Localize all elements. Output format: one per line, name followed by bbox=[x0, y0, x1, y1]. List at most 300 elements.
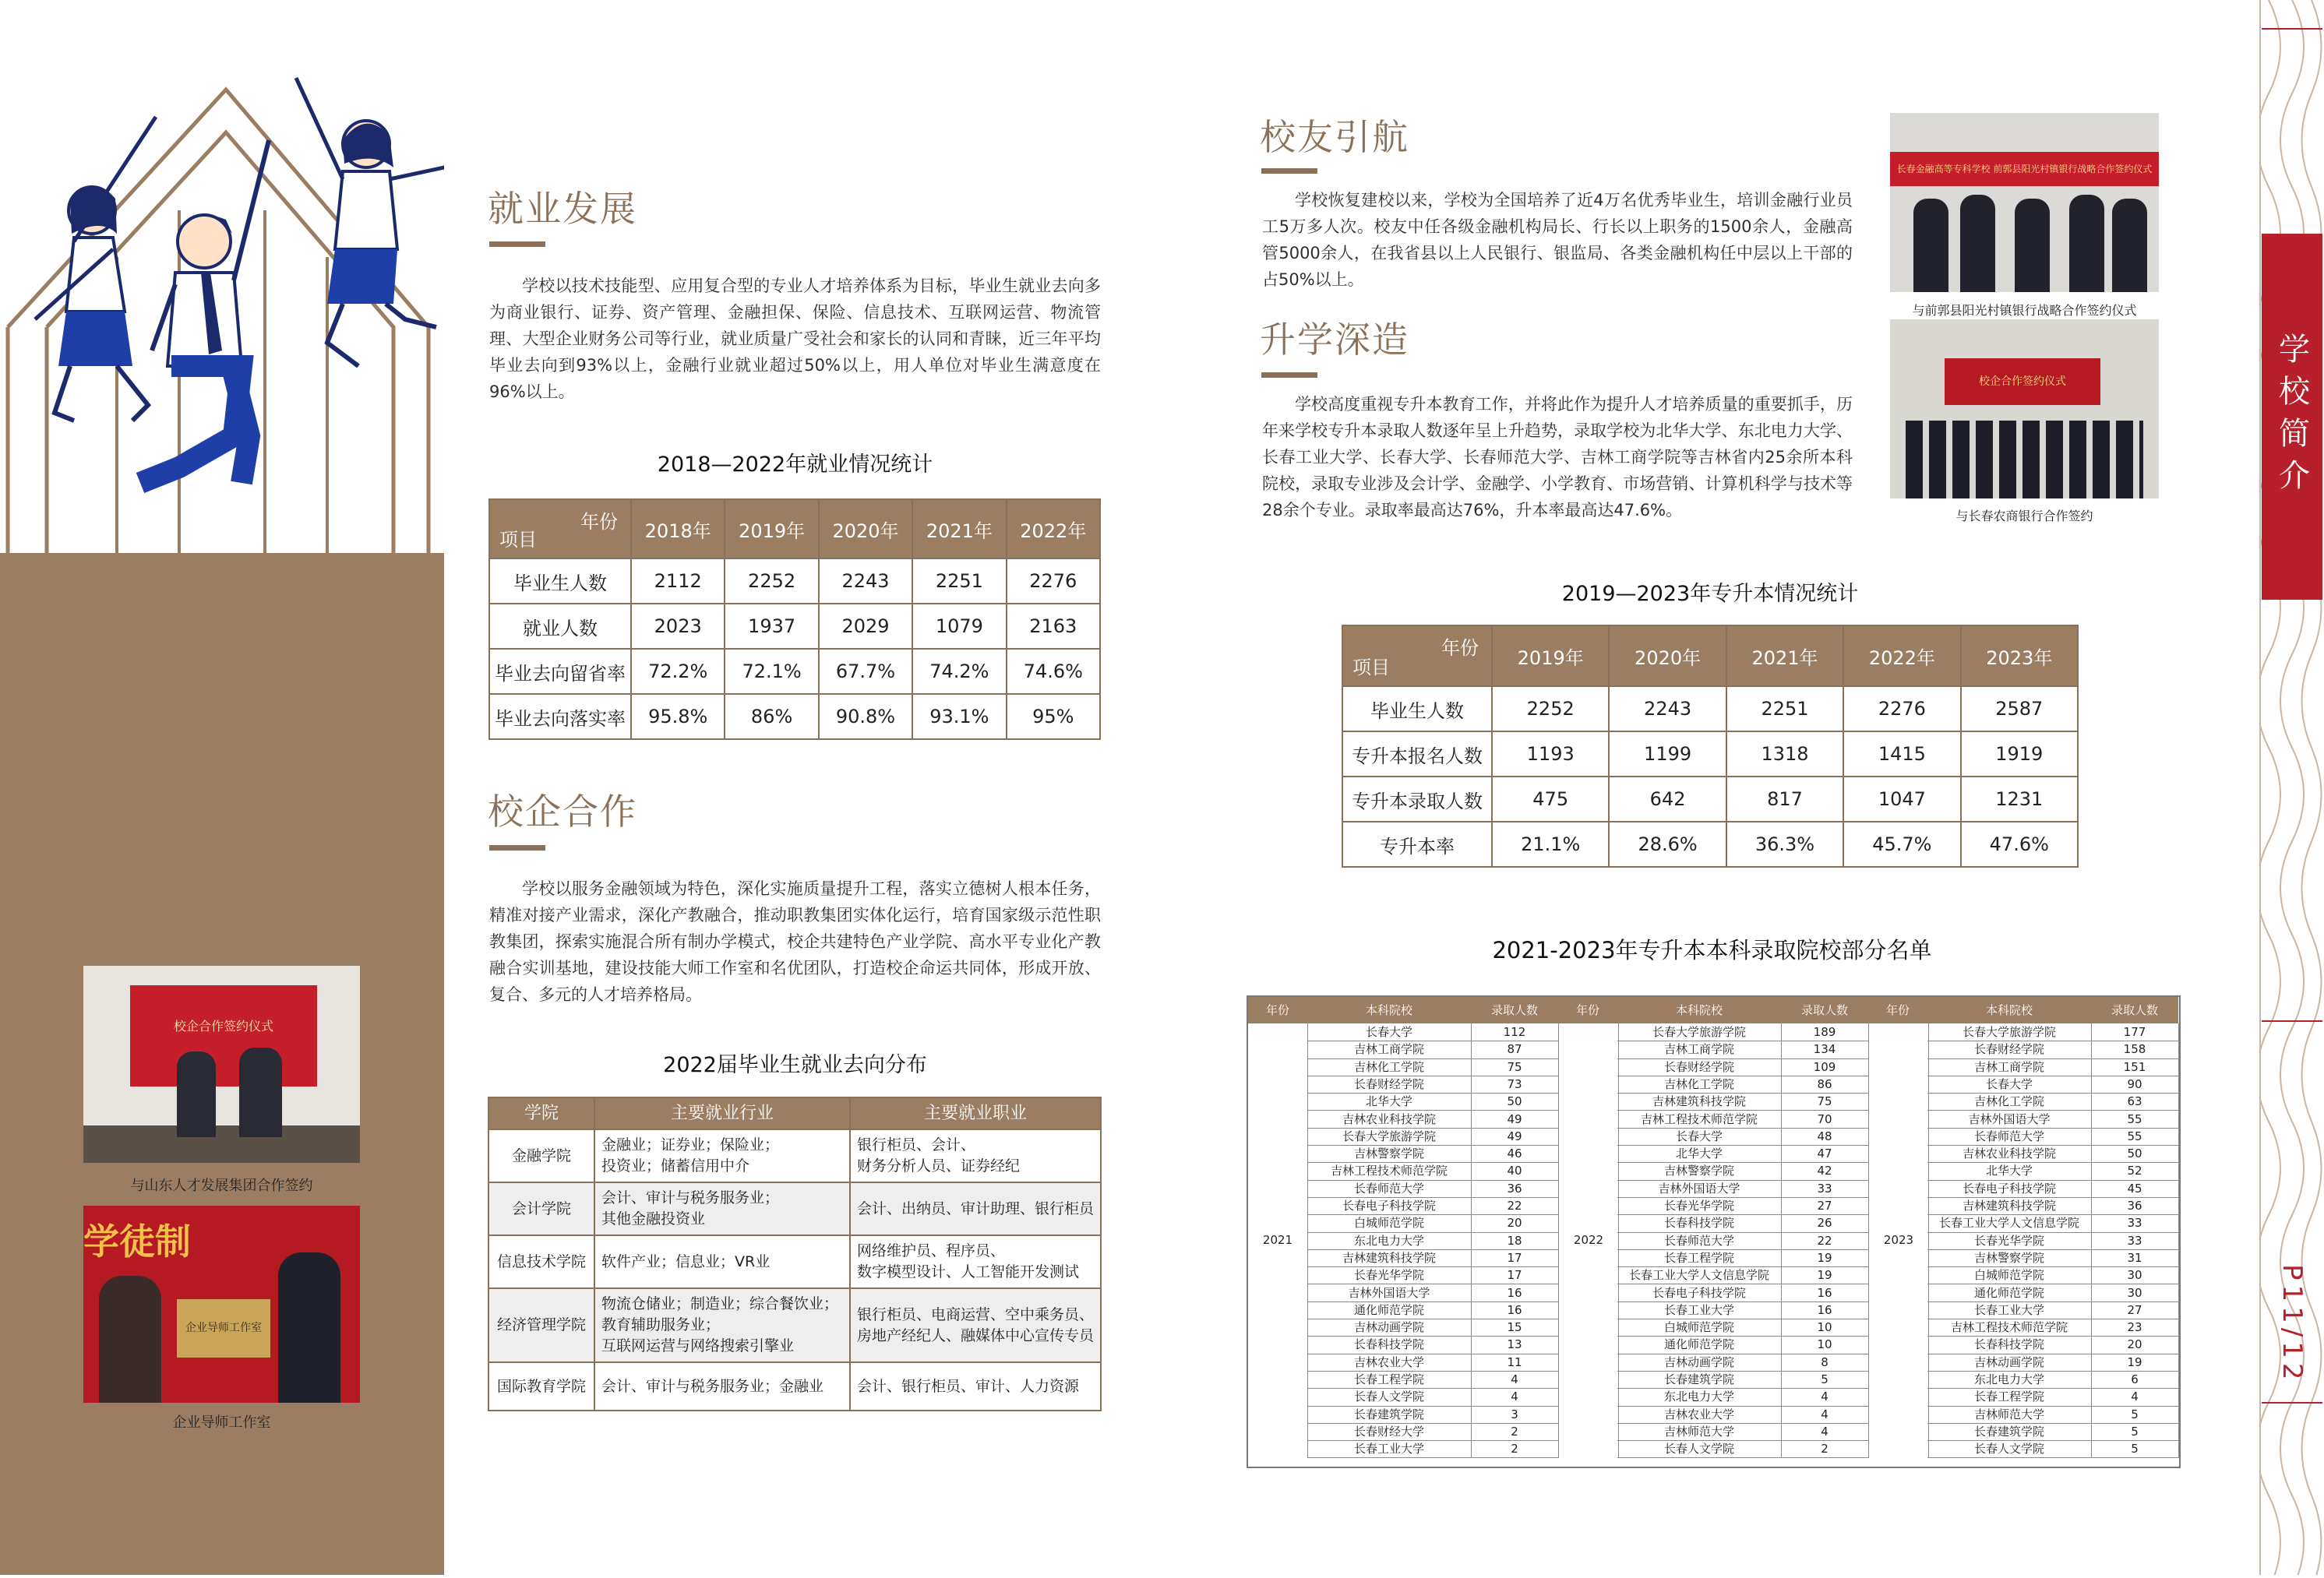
roster-count: 87 bbox=[1471, 1041, 1559, 1058]
roster-school: 长春财经学院 bbox=[1617, 1058, 1782, 1076]
roster-school: 长春财经学院 bbox=[1927, 1041, 2092, 1058]
roster-count: 49 bbox=[1471, 1111, 1559, 1129]
industry-line: 会计、审计与税务服务业； bbox=[601, 1189, 780, 1206]
cell: 642 bbox=[1609, 777, 1726, 822]
roster-school: 白城师范学院 bbox=[1307, 1214, 1472, 1232]
industry-cell bbox=[594, 1235, 850, 1288]
roster-count: 33 bbox=[2091, 1232, 2179, 1250]
roster-school: 东北电力大学 bbox=[1617, 1388, 1782, 1406]
roster-count: 5 bbox=[1781, 1371, 1869, 1389]
industry-line: 软件产业；信息业；VR业 bbox=[601, 1252, 771, 1270]
roster-count: 45 bbox=[2091, 1180, 2179, 1198]
roster-school: 吉林外国语大学 bbox=[1617, 1180, 1782, 1198]
roster-count: 20 bbox=[2091, 1336, 2179, 1354]
roster-school: 吉林师范大学 bbox=[1927, 1406, 2092, 1424]
table-row bbox=[488, 1235, 1101, 1288]
roster-count: 13 bbox=[1471, 1336, 1559, 1354]
industry-line: 投资业；储蓄信用中介 bbox=[601, 1157, 750, 1175]
roster-count: 8 bbox=[1781, 1354, 1869, 1372]
cell: 1199 bbox=[1609, 731, 1726, 777]
occupation-line: 房地产经纪人、融媒体中心宣传专员 bbox=[857, 1326, 1095, 1344]
roster-count: 134 bbox=[1781, 1041, 1869, 1058]
photo-banner: 校企合作签约仪式 bbox=[130, 985, 317, 1087]
industry-cell bbox=[594, 1182, 850, 1235]
roster-school: 长春电子科技学院 bbox=[1617, 1284, 1782, 1302]
roster-year: 2022 bbox=[1558, 1023, 1619, 1458]
roster-count: 16 bbox=[1471, 1301, 1559, 1319]
roster-school: 长春科技学院 bbox=[1617, 1214, 1782, 1232]
cell: 72.2% bbox=[631, 649, 725, 694]
photo-screen: 校企合作签约仪式 bbox=[1945, 358, 2100, 405]
roster-count: 19 bbox=[1781, 1266, 1869, 1284]
header-occupation: 主要就业职业 bbox=[850, 1097, 1101, 1129]
roster-school: 长春大学 bbox=[1617, 1128, 1782, 1146]
red-divider bbox=[2262, 1020, 2322, 1022]
roster-school: 吉林工程技术师范学院 bbox=[1927, 1319, 2092, 1337]
roster-school: 长春工程学院 bbox=[1927, 1388, 2092, 1406]
cooperation-paragraph: 学校以服务金融领域为特色，深化实施质量提升工程，落实立德树人根本任务，精准对接产业需求，深化产教融合，推动职教集团实体化运行，培育国家级示范性职教集团，探索实施混合所有制办学模式，校企共建特色产业学院、高水平专业化产教融合实训基地，建设技能大师工作室和名优团队，打造校企命运共同体，形成开放、复合、多元的人才培养格局。 bbox=[489, 879, 1101, 1004]
roster-school: 长春大学旅游学院 bbox=[1617, 1023, 1782, 1041]
roster-count: 158 bbox=[2091, 1041, 2179, 1058]
roster-school: 吉林农业大学 bbox=[1307, 1354, 1472, 1372]
roster-count: 70 bbox=[1781, 1111, 1869, 1129]
table-row bbox=[489, 604, 1100, 649]
roster-count: 48 bbox=[1781, 1128, 1869, 1146]
roster-count: 52 bbox=[2091, 1162, 2179, 1180]
roster-school: 吉林工商学院 bbox=[1927, 1058, 2092, 1076]
roster-count: 55 bbox=[2091, 1128, 2179, 1146]
table-row bbox=[1342, 686, 2078, 731]
alumni-title: 校友引航 bbox=[1260, 116, 1409, 158]
roster-school: 吉林化工学院 bbox=[1927, 1093, 2092, 1111]
section-tab[interactable]: 学校简介 bbox=[2262, 234, 2322, 600]
cell: 21.1% bbox=[1492, 822, 1609, 867]
cell: 1415 bbox=[1843, 731, 1960, 777]
year-header: 2022年 bbox=[1007, 499, 1100, 558]
roster-school: 长春工业大学 bbox=[1617, 1301, 1782, 1319]
caption-nongshang: 与长春农商银行合作签约 bbox=[1955, 509, 2093, 523]
roster-count: 177 bbox=[2091, 1023, 2179, 1041]
corner-cell bbox=[489, 499, 631, 558]
roster-count: 30 bbox=[2091, 1284, 2179, 1302]
roster-school: 吉林动画学院 bbox=[1307, 1319, 1472, 1337]
year-header: 2023年 bbox=[1961, 625, 2078, 686]
year-header: 2018年 bbox=[631, 499, 725, 558]
roster-count: 22 bbox=[1781, 1232, 1869, 1250]
table-row bbox=[1342, 731, 2078, 777]
occupation-line: 会计、出纳员、审计助理、银行柜员 bbox=[857, 1199, 1095, 1217]
cell: 86% bbox=[725, 694, 818, 739]
occupation-line: 网络维护员、程序员、 bbox=[857, 1242, 1006, 1259]
roster-school: 北华大学 bbox=[1617, 1145, 1782, 1163]
occupation-cell bbox=[850, 1288, 1101, 1362]
roster-count: 47 bbox=[1781, 1145, 1869, 1163]
roster-school: 吉林警察学院 bbox=[1307, 1145, 1472, 1163]
roster-count: 27 bbox=[2091, 1301, 2179, 1319]
roster-count: 33 bbox=[2091, 1214, 2179, 1232]
roster-count: 16 bbox=[1781, 1301, 1869, 1319]
photo-sign-text: 学徒制 bbox=[83, 1220, 191, 1263]
cell: 817 bbox=[1726, 777, 1843, 822]
cell: 1079 bbox=[912, 604, 1006, 649]
photo-mentor-studio bbox=[83, 1206, 360, 1403]
roster-school: 长春科技学院 bbox=[1307, 1336, 1472, 1354]
occupation-line: 银行柜员、电商运营、空中乘务员、 bbox=[857, 1305, 1095, 1323]
roster-header: 录取人数 bbox=[1781, 997, 1869, 1023]
roster-school: 吉林外国语大学 bbox=[1307, 1284, 1472, 1302]
cooperation-rule bbox=[489, 845, 545, 851]
corner-item-label: 项目 bbox=[1352, 657, 1390, 678]
roster-count: 3 bbox=[1471, 1406, 1559, 1424]
cell: 2023 bbox=[631, 604, 725, 649]
plaque: 企业导师工作室 bbox=[177, 1299, 270, 1358]
roster-school: 长春大学旅游学院 bbox=[1927, 1023, 2092, 1041]
roster-school: 吉林工程技术师范学院 bbox=[1617, 1111, 1782, 1129]
roster-school: 通化师范学院 bbox=[1927, 1284, 2092, 1302]
occupation-cell bbox=[850, 1129, 1101, 1182]
occupation-line: 财务分析人员、证券经纪 bbox=[857, 1157, 1021, 1175]
roster-school: 长春科技学院 bbox=[1927, 1336, 2092, 1354]
corner-year-label: 年份 bbox=[580, 511, 618, 533]
occupation-cell bbox=[850, 1235, 1101, 1288]
industry-cell bbox=[594, 1129, 850, 1182]
red-divider bbox=[2262, 28, 2322, 30]
table-row bbox=[489, 558, 1100, 604]
roster-school: 长春大学旅游学院 bbox=[1307, 1128, 1472, 1146]
roster-count: 86 bbox=[1781, 1076, 1869, 1094]
cell: 28.6% bbox=[1609, 822, 1726, 867]
roster-count: 19 bbox=[1781, 1249, 1869, 1267]
roster-count: 15 bbox=[1471, 1319, 1559, 1337]
illustration-area bbox=[0, 0, 444, 553]
roster-count: 49 bbox=[1471, 1128, 1559, 1146]
roster-count: 11 bbox=[1471, 1354, 1559, 1372]
roster-count: 36 bbox=[2091, 1197, 2179, 1215]
roster-count: 55 bbox=[2091, 1111, 2179, 1129]
roster-school: 吉林工程技术师范学院 bbox=[1307, 1162, 1472, 1180]
year-header: 2019年 bbox=[725, 499, 818, 558]
table-row bbox=[1342, 822, 2078, 867]
upgrade-paragraph: 学校高度重视专升本教育工作，并将此作为提升人才培养质量的重要抓手，历年来学校专升本录取人数逐年呈上升趋势，录取学校为北华大学、东北电力大学、长春工业大学、长春大学、长春师范大学、吉林工商学院等吉林省内25余所本科院校，录取专业涉及会计学、金融学、小学教育、市场营销、计算机科学与技术等28余个专业。录取率最高达76%，升本率最高达47.6%。 bbox=[1262, 395, 1853, 520]
roster-count: 46 bbox=[1471, 1145, 1559, 1163]
cell: 95.8% bbox=[631, 694, 725, 739]
roster-header: 年份 bbox=[1558, 997, 1618, 1023]
college: 会计学院 bbox=[488, 1182, 594, 1235]
cell: 2587 bbox=[1961, 686, 2078, 731]
roster-count: 4 bbox=[2091, 1388, 2179, 1406]
roster-count: 36 bbox=[1471, 1180, 1559, 1198]
roster-count: 18 bbox=[1471, 1232, 1559, 1250]
industry-line: 教育辅助服务业； bbox=[601, 1316, 721, 1333]
header-industry: 主要就业行业 bbox=[594, 1097, 850, 1129]
roster-school: 通化师范学院 bbox=[1617, 1336, 1782, 1354]
table-row bbox=[489, 649, 1100, 694]
upgrade-table-title: 2019—2023年专升本情况统计 bbox=[1561, 582, 1859, 606]
roster-school: 长春建筑学院 bbox=[1307, 1406, 1472, 1424]
roster-school: 长春人文学院 bbox=[1927, 1440, 2092, 1458]
roster-school: 长春大学 bbox=[1927, 1076, 2092, 1094]
caption-shandong: 与山东人才发展集团合作签约 bbox=[130, 1178, 313, 1194]
cooperation-title: 校企合作 bbox=[488, 791, 637, 833]
corner-item-label: 项目 bbox=[499, 529, 537, 551]
roster-school: 长春工程学院 bbox=[1617, 1249, 1782, 1267]
roster-school: 长春工业大学 bbox=[1927, 1301, 2092, 1319]
roster-count: 75 bbox=[1471, 1058, 1559, 1076]
roster-count: 50 bbox=[1471, 1093, 1559, 1111]
distribution-table bbox=[488, 1097, 1102, 1411]
occupation-cell bbox=[850, 1182, 1101, 1235]
occupation-cell bbox=[850, 1362, 1101, 1411]
industry-line: 物流仓储业；制造业；综合餐饮业； bbox=[601, 1295, 839, 1312]
roster-school: 吉林农业科技学院 bbox=[1927, 1145, 2092, 1163]
college: 金融学院 bbox=[488, 1129, 594, 1182]
roster-count: 50 bbox=[2091, 1145, 2179, 1163]
employment-table-title: 2018—2022年就业情况统计 bbox=[657, 453, 933, 477]
cell: 74.2% bbox=[912, 649, 1006, 694]
year-header: 2021年 bbox=[912, 499, 1006, 558]
roster-count: 40 bbox=[1471, 1162, 1559, 1180]
roster-count: 17 bbox=[1471, 1266, 1559, 1284]
roster-school: 长春电子科技学院 bbox=[1307, 1197, 1472, 1215]
header-college: 学院 bbox=[488, 1097, 594, 1129]
roster-school: 白城师范学院 bbox=[1617, 1319, 1782, 1337]
table-row bbox=[488, 1182, 1101, 1235]
college: 信息技术学院 bbox=[488, 1235, 594, 1288]
table-row bbox=[488, 1129, 1101, 1182]
roster-count: 4 bbox=[1781, 1423, 1869, 1441]
roster-school: 吉林警察学院 bbox=[1617, 1162, 1782, 1180]
industry-line: 其他金融投资业 bbox=[601, 1210, 706, 1228]
cell: 74.6% bbox=[1007, 649, 1100, 694]
roster-count: 10 bbox=[1781, 1336, 1869, 1354]
roster-count: 5 bbox=[2091, 1440, 2179, 1458]
roster-year: 2021 bbox=[1248, 1023, 1308, 1458]
row-label: 专升本录取人数 bbox=[1342, 777, 1492, 822]
cell: 2243 bbox=[819, 558, 912, 604]
roster-count: 17 bbox=[1471, 1249, 1559, 1267]
row-label: 毕业去向留省率 bbox=[489, 649, 631, 694]
photo-banner: 长春金融高等专科学校 前郭县阳光村镇银行战略合作签约仪式 bbox=[1890, 152, 2159, 186]
industry-line: 互联网运营与网络搜索引擎业 bbox=[601, 1337, 795, 1354]
roster-school: 吉林工商学院 bbox=[1617, 1041, 1782, 1058]
row-label: 毕业生人数 bbox=[489, 558, 631, 604]
industry-cell bbox=[594, 1362, 850, 1411]
roster-school: 长春光华学院 bbox=[1307, 1266, 1472, 1284]
year-header: 2020年 bbox=[819, 499, 912, 558]
year-header: 2019年 bbox=[1492, 625, 1609, 686]
roster-header: 录取人数 bbox=[2091, 997, 2179, 1023]
roster-school: 长春光华学院 bbox=[1927, 1232, 2092, 1250]
roster-school: 吉林动画学院 bbox=[1617, 1354, 1782, 1372]
roster-school: 长春师范大学 bbox=[1307, 1180, 1472, 1198]
roster-school: 通化师范学院 bbox=[1307, 1301, 1472, 1319]
roster-count: 112 bbox=[1471, 1023, 1559, 1041]
roster-count: 75 bbox=[1781, 1093, 1869, 1111]
college: 国际教育学院 bbox=[488, 1362, 594, 1411]
roster-school: 长春人文学院 bbox=[1617, 1440, 1782, 1458]
employment-paragraph: 学校以技术技能型、应用复合型的专业人才培养体系为目标，毕业生就业去向多为商业银行、证券、资产管理、金融担保、保险、信息技术、互联网运营、物流管理、大型企业财务公司等行业，就业质量广受社会和家长的认同和青睐，近三年平均毕业去向到93%以上，金融行业就业超过50%以上，用人单位对毕业生满意度在96%以上。 bbox=[489, 277, 1101, 401]
roster-school: 北华大学 bbox=[1307, 1093, 1472, 1111]
roster-school: 吉林建筑科技学院 bbox=[1617, 1093, 1782, 1111]
cell: 2276 bbox=[1843, 686, 1960, 731]
cell: 2243 bbox=[1609, 686, 1726, 731]
roster-count: 16 bbox=[1781, 1284, 1869, 1302]
cell: 95% bbox=[1007, 694, 1100, 739]
roster-count: 2 bbox=[1781, 1440, 1869, 1458]
cell: 1047 bbox=[1843, 777, 1960, 822]
roster-count: 4 bbox=[1471, 1371, 1559, 1389]
cell: 1937 bbox=[725, 604, 818, 649]
alumni-rule bbox=[1261, 168, 1317, 174]
cell: 2251 bbox=[1726, 686, 1843, 731]
jumping-graduates-illustration bbox=[0, 0, 444, 553]
occupation-line: 银行柜员、会计、 bbox=[857, 1136, 976, 1154]
roster-school: 长春建筑学院 bbox=[1617, 1371, 1782, 1389]
year-header: 2020年 bbox=[1609, 625, 1726, 686]
cell: 45.7% bbox=[1843, 822, 1960, 867]
roster-count: 151 bbox=[2091, 1058, 2179, 1076]
industry-line: 会计、审计与税务服务业；金融业 bbox=[601, 1377, 824, 1395]
roster-school: 吉林工商学院 bbox=[1307, 1041, 1472, 1058]
corner-cell bbox=[1342, 625, 1492, 686]
roster-count: 27 bbox=[1781, 1197, 1869, 1215]
roster-count: 4 bbox=[1471, 1388, 1559, 1406]
roster-school: 吉林化工学院 bbox=[1617, 1076, 1782, 1094]
row-label: 毕业去向落实率 bbox=[489, 694, 631, 739]
roster-header: 本科院校 bbox=[1617, 997, 1782, 1023]
roster-count: 22 bbox=[1471, 1197, 1559, 1215]
roster-count: 63 bbox=[2091, 1093, 2179, 1111]
roster-school: 吉林建筑科技学院 bbox=[1307, 1249, 1472, 1267]
roster-school: 东北电力大学 bbox=[1307, 1232, 1472, 1250]
upgrade-title: 升学深造 bbox=[1260, 319, 1409, 361]
roster-count: 189 bbox=[1781, 1023, 1869, 1041]
roster-count: 16 bbox=[1471, 1284, 1559, 1302]
roster-year: 2023 bbox=[1868, 1023, 1929, 1458]
roster-school: 长春财经大学 bbox=[1307, 1423, 1472, 1441]
cell: 93.1% bbox=[912, 694, 1006, 739]
row-label: 专升本报名人数 bbox=[1342, 731, 1492, 777]
roster-school: 吉林警察学院 bbox=[1927, 1249, 2092, 1267]
page-number: P11/12 bbox=[2276, 1263, 2308, 1385]
roster-count: 90 bbox=[2091, 1076, 2179, 1094]
cell: 1231 bbox=[1961, 777, 2078, 822]
cell: 72.1% bbox=[725, 649, 818, 694]
table-row bbox=[489, 694, 1100, 739]
roster-school: 长春大学 bbox=[1307, 1023, 1472, 1041]
roster-count: 6 bbox=[2091, 1371, 2179, 1389]
roster-count: 26 bbox=[1781, 1214, 1869, 1232]
roster-school: 长春工业大学人文信息学院 bbox=[1617, 1266, 1782, 1284]
roster-school: 长春建筑学院 bbox=[1927, 1423, 2092, 1441]
roster-school: 长春师范大学 bbox=[1927, 1128, 2092, 1146]
cell: 2276 bbox=[1007, 558, 1100, 604]
cell: 47.6% bbox=[1961, 822, 2078, 867]
roster-school: 吉林农业科技学院 bbox=[1307, 1111, 1472, 1129]
employment-stats-table bbox=[488, 498, 1101, 740]
caption-mentor-studio: 企业导师工作室 bbox=[172, 1414, 271, 1431]
roster-count: 33 bbox=[1781, 1180, 1869, 1198]
photo-signing-qianguo bbox=[1890, 113, 2159, 292]
cell: 1318 bbox=[1726, 731, 1843, 777]
row-label: 专升本率 bbox=[1342, 822, 1492, 867]
occupation-line: 数字模型设计、人工智能开发测试 bbox=[857, 1263, 1080, 1280]
roster-count: 73 bbox=[1471, 1076, 1559, 1094]
cell: 67.7% bbox=[819, 649, 912, 694]
photo-signing-nongshang bbox=[1890, 319, 2159, 498]
roster-school: 长春电子科技学院 bbox=[1927, 1180, 2092, 1198]
table-row bbox=[1342, 777, 2078, 822]
roster-school: 长春工程学院 bbox=[1307, 1371, 1472, 1389]
cell: 2163 bbox=[1007, 604, 1100, 649]
table-row bbox=[488, 1362, 1101, 1411]
roster-school: 吉林农业大学 bbox=[1617, 1406, 1782, 1424]
roster-header: 录取人数 bbox=[1471, 997, 1559, 1023]
upgrade-stats-table bbox=[1342, 625, 2079, 868]
caption-qianguo: 与前郭县阳光村镇银行战略合作签约仪式 bbox=[1912, 303, 2137, 318]
corner-year-label: 年份 bbox=[1441, 637, 1479, 659]
roster-header: 本科院校 bbox=[1927, 997, 2092, 1023]
roster-school: 吉林动画学院 bbox=[1927, 1354, 2092, 1372]
cell: 36.3% bbox=[1726, 822, 1843, 867]
employment-rule bbox=[489, 241, 545, 247]
row-label: 就业人数 bbox=[489, 604, 631, 649]
roster-school: 吉林化工学院 bbox=[1307, 1058, 1472, 1076]
roster-school: 长春人文学院 bbox=[1307, 1388, 1472, 1406]
cell: 2112 bbox=[631, 558, 725, 604]
cell: 2029 bbox=[819, 604, 912, 649]
roster-school: 白城师范学院 bbox=[1927, 1266, 2092, 1284]
roster-school: 长春师范大学 bbox=[1617, 1232, 1782, 1250]
roster-count: 109 bbox=[1781, 1058, 1869, 1076]
roster-header: 本科院校 bbox=[1307, 997, 1472, 1023]
roster-count: 10 bbox=[1781, 1319, 1869, 1337]
roster-count: 42 bbox=[1781, 1162, 1869, 1180]
employment-title: 就业发展 bbox=[488, 188, 637, 230]
cell: 475 bbox=[1492, 777, 1609, 822]
year-header: 2022年 bbox=[1843, 625, 1960, 686]
industry-cell bbox=[594, 1288, 850, 1362]
roster-school: 长春工业大学 bbox=[1307, 1440, 1472, 1458]
industry-line: 金融业；证券业；保险业； bbox=[601, 1136, 780, 1154]
cell: 2252 bbox=[725, 558, 818, 604]
table-row bbox=[488, 1288, 1101, 1362]
roster-count: 4 bbox=[1781, 1406, 1869, 1424]
college: 经济管理学院 bbox=[488, 1288, 594, 1362]
roster-count: 5 bbox=[2091, 1423, 2179, 1441]
roster-count: 30 bbox=[2091, 1266, 2179, 1284]
occupation-line: 会计、银行柜员、审计、人力资源 bbox=[857, 1377, 1080, 1395]
roster-school: 北华大学 bbox=[1927, 1162, 2092, 1180]
cell: 2252 bbox=[1492, 686, 1609, 731]
photo-signing-shandong bbox=[83, 966, 360, 1163]
roster-count: 23 bbox=[2091, 1319, 2179, 1337]
roster-count: 5 bbox=[2091, 1406, 2179, 1424]
roster-school: 东北电力大学 bbox=[1927, 1371, 2092, 1389]
roster-school: 吉林外国语大学 bbox=[1927, 1111, 2092, 1129]
roster-school: 吉林建筑科技学院 bbox=[1927, 1197, 2092, 1215]
alumni-paragraph: 学校恢复建校以来，学校为全国培养了近4万名优秀毕业生，培训金融行业员工5万多人次。校友中任各级金融机构局长、行长以上职务的1500余人，金融高管5000余人，在我省县以上人民银行、银监局、各类金融机构任中层以上干部的占50%以上。 bbox=[1262, 191, 1853, 289]
roster-count: 2 bbox=[1471, 1440, 1559, 1458]
upgrade-rule bbox=[1261, 372, 1317, 378]
roster-title: 2021-2023年专升本本科录取院校部分名单 bbox=[1492, 937, 1932, 963]
distribution-table-title: 2022届毕业生就业去向分布 bbox=[663, 1053, 927, 1077]
roster-count: 19 bbox=[2091, 1354, 2179, 1372]
roster-header: 年份 bbox=[1248, 997, 1308, 1023]
cell: 2251 bbox=[912, 558, 1006, 604]
cell: 1919 bbox=[1961, 731, 2078, 777]
year-header: 2021年 bbox=[1726, 625, 1843, 686]
